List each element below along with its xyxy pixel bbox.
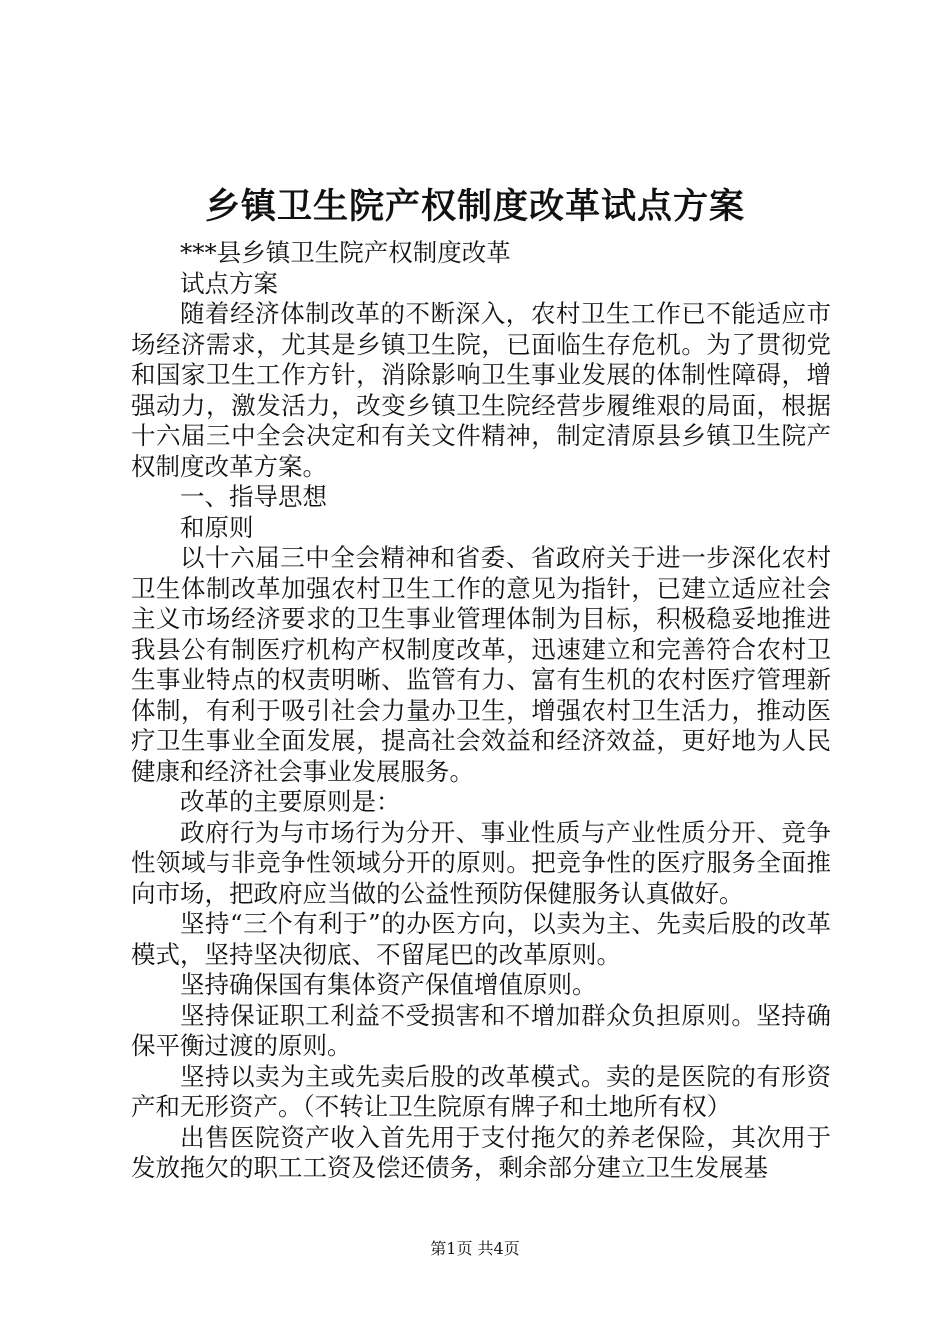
section-heading: 一、指导思想 <box>180 482 327 511</box>
paragraph: 政府行为与市场行为分开、事业性质与产业性质分开、竞争性领域与非竞争性领域分开的原则。把竞争性的医疗服务全面推向市场，把政府应当做的公益性预防保健服务认真做好。 <box>131 817 831 908</box>
paragraph: 试点方案 <box>180 268 278 298</box>
document-body <box>131 238 831 1184</box>
page-footer: 第1页 共4页 <box>430 1239 520 1258</box>
document-title: 乡镇卫生院产权制度改革试点方案 <box>204 186 745 227</box>
paragraph: 随着经济体制改革的不断深入，农村卫生工作已不能适应市场经济需求，尤其是乡镇卫生院，已面临生存危机。为了贯彻党和国家卫生工作方针，消除影响卫生事业发展的体制性障碍，增强动力，激发活力，改变乡镇卫生院经营步履维艰的局面，根据十六届三中全会决定和有关文件精神，制定清原县乡镇卫生院产权制度改革方案。 <box>131 299 831 481</box>
paragraph: 坚持以卖为主或先卖后股的改革模式。卖的是医院的有形资产和无形资产。（不转让卫生院原有牌子和土地所有权） <box>131 1061 831 1121</box>
paragraph: ***县乡镇卫生院产权制度改革 <box>180 238 511 267</box>
paragraph: 坚持保证职工利益不受损害和不增加群众负担原则。坚持确保平衡过渡的原则。 <box>131 1000 831 1060</box>
section-heading: 和原则 <box>180 512 254 542</box>
paragraph: 坚持确保国有集体资产保值增值原则。 <box>180 970 597 999</box>
paragraph: 出售医院资产收入首先用于支付拖欠的养老保险，其次用于发放拖欠的职工工资及偿还债务，剩余部分建立卫生发展基 <box>131 1122 831 1182</box>
paragraph: 坚持“三个有利于”的办医方向，以卖为主、先卖后股的改革模式，坚持坚决彻底、不留尾巴的改革原则。 <box>131 909 831 969</box>
paragraph: 改革的主要原则是： <box>180 787 401 816</box>
paragraph: 以十六届三中全会精神和省委、省政府关于进一步深化农村卫生体制改革加强农村卫生工作的意见为指针，已建立适应社会主义市场经济要求的卫生事业管理体制为目标，积极稳妥地推进我县公有制医疗机构产权制度改革，迅速建立和完善符合农村卫生事业特点的权责明晰、监管有力、富有生机的农村医疗管理新体制，有利于吸引社会力量办卫生，增强农村卫生活力，推动医疗卫生事业全面发展，提高社会效益和经济效益，更好地为人民健康和经济社会事业发展服务。 <box>131 543 831 786</box>
